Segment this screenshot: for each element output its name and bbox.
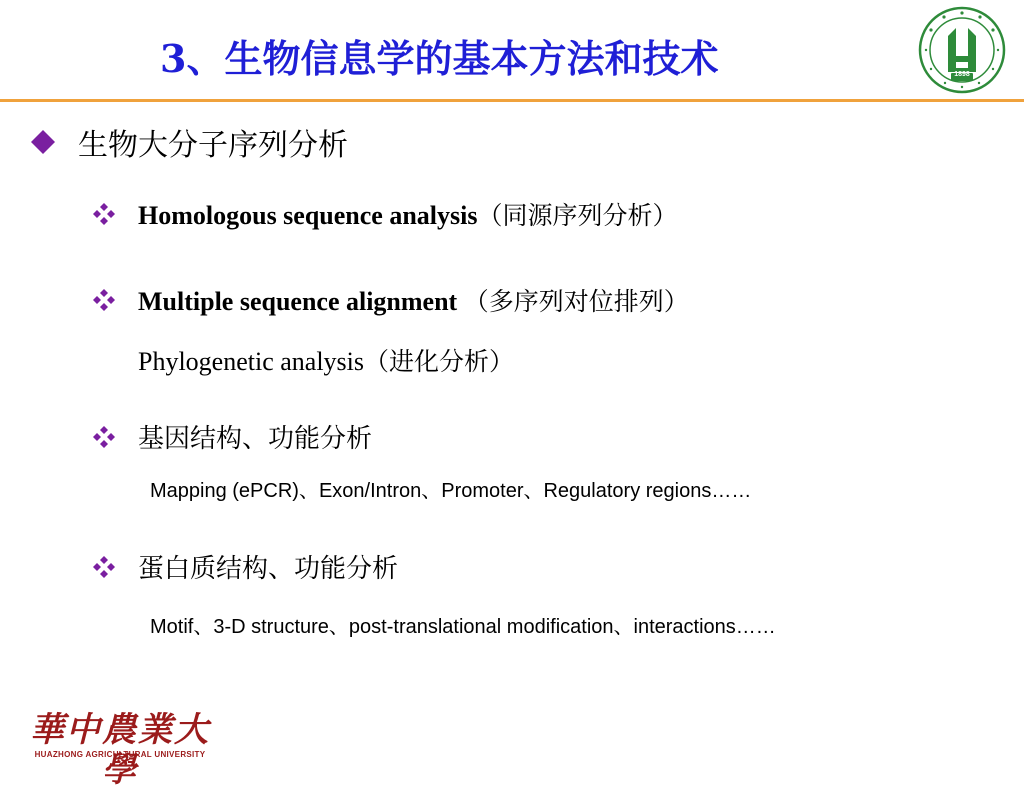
item-cn: （同源序列分析）: [477, 201, 678, 230]
four-diamond-icon: [92, 425, 116, 449]
gene-subtext: Mapping (ePCR)、Exon/Intron、Promoter、Regulatory regions……: [150, 480, 752, 502]
four-diamond-icon: [92, 202, 116, 226]
diamond-icon: [30, 129, 56, 155]
phylogenetic-line: [138, 342, 514, 378]
level1-text: 生物大分子序列分析: [78, 128, 348, 163]
list-item-gene-structure: [92, 418, 372, 455]
footer-logo-en: HUAZHONG AGRICULTURAL UNIVERSITY: [34, 750, 206, 759]
item-text: [138, 196, 678, 232]
seal-year: 1898: [954, 71, 970, 78]
title-divider: [0, 99, 1024, 102]
footer-university-logo: [24, 710, 216, 790]
four-diamond-icon: [92, 555, 116, 579]
item-cn: （多序列对位排列）: [463, 287, 689, 316]
list-item-multiple-alignment: [92, 282, 689, 318]
list-item-protein-structure: [92, 548, 398, 585]
list-item-homologous: [92, 196, 678, 232]
footer-logo-cn: 華中農業大學: [30, 710, 210, 790]
gene-label: 基因结构、功能分析: [138, 424, 373, 454]
protein-subtext: Motif、3-D structure、post-translational modification、interactions……: [150, 616, 776, 638]
slide-title: 3、生物信息学的基本方法和技术: [160, 36, 719, 81]
level1-bullet-item: [30, 120, 348, 164]
item-en: Homologous sequence analysis: [138, 201, 478, 230]
protein-label: 蛋白质结构、功能分析: [138, 554, 399, 584]
phylo-cn: （进化分析）: [364, 347, 515, 376]
four-diamond-icon: [92, 288, 116, 312]
item-text: [138, 282, 689, 318]
item-en: Multiple sequence alignment: [138, 287, 458, 316]
phylo-en: Phylogenetic analysis: [138, 347, 365, 376]
university-seal-icon: [918, 6, 1006, 94]
